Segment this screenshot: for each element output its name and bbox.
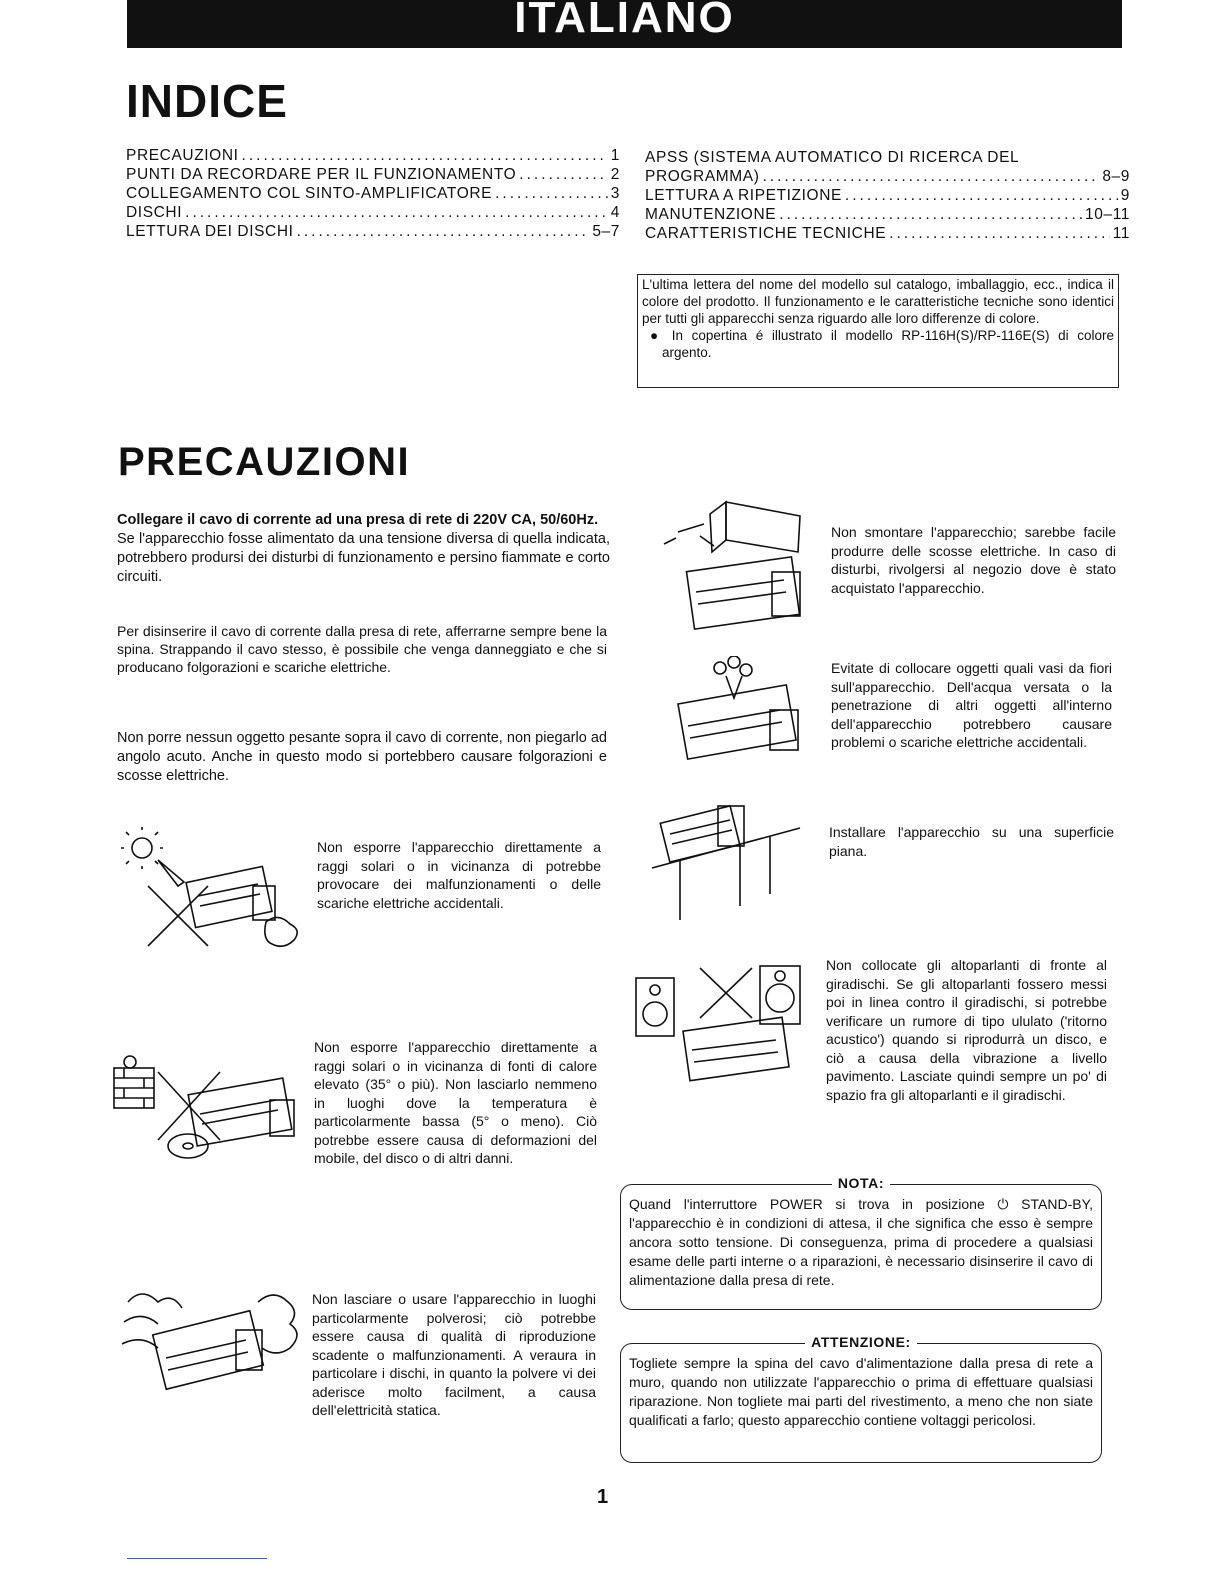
toc-entry[interactable] — [126, 203, 620, 222]
unplug-paragraph: Per disinserire il cavo di corrente dalla presa di rete, afferrarne sempre bene la spina. Strappando il cavo stesso, è possibile che venga danneggiato e che si producano folgorazioni e scariche elettriche. — [117, 623, 607, 675]
power-supply-bold: Collegare il cavo di corrente ad una presa di rete di 220V CA, 50/60Hz. — [117, 512, 599, 528]
sun-caption: Non esporre l'apparecchio direttamente a raggi solari o in vicinanza di potrebbe provocare dei malfunzionamenti o delle scariche elettriche accidentali. — [317, 839, 601, 911]
heat-illustration — [100, 1048, 310, 1178]
toc-right-column — [645, 148, 1130, 243]
speakers-illustration — [630, 958, 810, 1084]
nota-title: NOTA: — [621, 1174, 1101, 1192]
toc-entry-page: 1 — [610, 147, 620, 164]
attenzione-box — [620, 1334, 1102, 1463]
heavy-object-paragraph: Non porre nessun oggetto pesante sopra il cavo di corrente, non piegarlo ad angolo acuto. Anche in questo modo si portebbero causare folgorazioni e scosse elettriche. — [117, 730, 607, 784]
toc-entry-label: MANUTENZIONE — [645, 206, 777, 223]
toc-entry-label: DISCHI — [126, 204, 183, 221]
toc-entry-page: 2 — [610, 166, 620, 183]
toc-entry-page: 9 — [1120, 187, 1130, 204]
footer-divider — [127, 1558, 267, 1559]
index-title: INDICE — [126, 75, 288, 127]
toc-entry-page: 11 — [1112, 225, 1130, 242]
attenzione-text: Togliete sempre la spina del cavo d'alimentazione dalla presa di rete a muro, quando non utilizzate l'apparecchio o prima di effettuare qualsiasi riparazione. Non togliete mai parti del rivestimento, a meno che non siate qualificati a farlo; questo apparecchio contiene voltaggi pericolosi. — [629, 1355, 1093, 1428]
toc-entry-page: 3 — [610, 185, 620, 202]
toc-entry[interactable] — [645, 224, 1130, 243]
toc-entry-label: PRECAUZIONI — [126, 147, 239, 164]
toc-entry-label: LETTURA A RIPETIZIONE — [645, 187, 842, 204]
vase-illustration — [664, 656, 814, 762]
nota-text: Quand l'interruttore POWER si trova in posizione ⏻ STAND-BY, l'apparecchio è in condizioni di attesa, il che significa che esso è sempre ancora sotto tensione. Di conseguenza, prima di procedere a qualsiasi esame delle parti interne o a riparazioni, è necessario disinserire il cavo di alimentazione dalla presa di rete. — [629, 1196, 1093, 1288]
attenzione-title: ATTENZIONE: — [621, 1333, 1101, 1351]
sun-exposure-illustration — [118, 826, 308, 956]
language-banner: ITALIANO — [127, 0, 1122, 48]
toc-entry[interactable] — [126, 146, 620, 165]
toc-entry-label: COLLEGAMENTO COL SINTO-AMPLIFICATORE — [126, 185, 493, 202]
flat-surface-caption: Installare l'apparecchio su una superficie piana. — [829, 824, 1114, 859]
toc-entry-label: LETTURA DEI DISCHI — [126, 223, 294, 240]
toc-entry-label: PUNTI DA RECORDARE PER IL FUNZIONAMENTO — [126, 166, 517, 183]
precautions-title: PRECAUZIONI — [118, 440, 411, 484]
color-note-text: L'ultima lettera del nome del modello sul catalogo, imballaggio, ecc., indica il colore del prodotto. Il funzionamento e le caratteristiche tecniche sono identici per tutti gli apparecchi senza riguardo alle loro differenze di colore. — [642, 277, 1114, 326]
toc-entry[interactable] — [126, 184, 620, 203]
dust-caption: Non lasciare o usare l'apparecchio in luoghi particolarmente polverosi; ciò potrebbe essere causa di qualità di riproduzione scadente o malfunzionamenti. A veraura in particolare i dischi, in quanto la polvere vi dei aderisce molto facilment, a causa dell'elettricità statica. — [312, 1291, 596, 1418]
toc-entry-label: PROGRAMMA) — [645, 168, 760, 185]
toc-entry[interactable] — [126, 165, 620, 184]
heat-caption: Non esporre l'apparecchio direttamente a raggi solari o in vicinanza di fonti di calore elevato (35° o più). Non lasciarlo nemmeno in luoghi dove la temperatura è particolarmente bassa (5° o meno). Ciò potrebbe essere causa di deformazioni del mobile, del disco o di altri danni. — [314, 1039, 597, 1166]
power-supply-paragraph — [117, 511, 610, 587]
toc-entry[interactable] — [645, 186, 1130, 205]
dust-illustration — [118, 1282, 308, 1412]
toc-entry-page: 5–7 — [592, 223, 620, 240]
color-note-box — [637, 274, 1119, 388]
toc-entry[interactable] — [126, 222, 620, 241]
power-supply-rest: Se l'apparecchio fosse alimentato da una tensione diversa di quella indicata, potrebbero prodursi dei disturbi di funzionamento e persino fiammate e corto circuiti. — [117, 531, 610, 585]
color-note-bullet-text: In copertina é illustrato il modello RP-116H(S)/RP-116E(S) di colore argento. — [662, 328, 1115, 360]
toc-entry[interactable] — [645, 205, 1130, 224]
color-note-bullet: ● In copertina é illustrato il modello RP-116H(S)/RP-116E(S) di colore argento. — [650, 328, 1115, 360]
vase-caption: Evitate di collocare oggetti quali vasi da fiori sull'apparecchio. Dell'acqua versata o la penetrazione di altri oggetti all'interno dell'apparecchio potrebbero causare problemi o scariche elettriche accidentali. — [831, 660, 1112, 750]
flat-surface-illustration — [650, 794, 810, 924]
speakers-caption: Non collocate gli altoparlanti di fronte al giradischi. Se gli altoparlanti fossero messi poi in linea contro il giradischi, si potrebbe verificare un rumore di tipo ululato ('ritorno acustico') quando si riprodurrà un disco, e ciò a causa della vibrazione a livello pavimento. Lasciate quindi sempre un po' di spazio fra gli altoparlanti e il giradischi. — [826, 957, 1107, 1103]
toc-entry-label: APSS (SISTEMA AUTOMATICO DI RICERCA DEL — [645, 149, 1020, 166]
toc-entry-page: 4 — [610, 204, 620, 221]
toc-entry-label: CARATTERISTICHE TECNICHE — [645, 225, 887, 242]
nota-box — [620, 1175, 1102, 1310]
toc-entry-page: 8–9 — [1102, 168, 1130, 185]
page-number: 1 — [597, 1486, 609, 1508]
disassemble-illustration — [660, 492, 820, 640]
toc-entry[interactable] — [645, 167, 1130, 186]
disassemble-caption: Non smontare l'apparecchio; sarebbe facile produrre delle scosse elettriche. In caso di disturbi, rivolgersi al negozio dove è stato acquistato l'apparecchio. — [831, 524, 1116, 596]
toc-entry-page: 10–11 — [1085, 206, 1130, 223]
toc-left-column — [126, 146, 620, 241]
